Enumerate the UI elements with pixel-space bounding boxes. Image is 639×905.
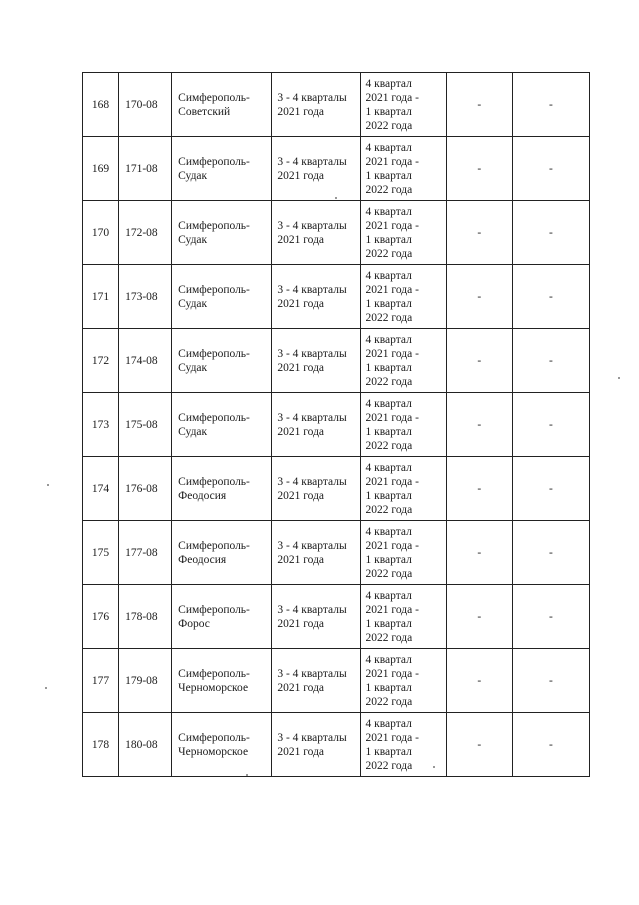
end-period-line: 1 квартал: [365, 553, 412, 566]
dash-cell: -: [446, 201, 512, 265]
route-code-cell: 180-08: [119, 713, 172, 777]
dash-cell: -: [446, 585, 512, 649]
route-code-cell: 170-08: [119, 73, 172, 137]
row-number-cell: 176: [83, 585, 119, 649]
start-period-cell: 3 - 4 кварталы 2021 года: [272, 201, 360, 265]
start-period-cell: 3 - 4 кварталы 2021 года: [272, 457, 360, 521]
route-code-cell: 176-08: [119, 457, 172, 521]
end-period-line: 2022 года: [365, 375, 413, 388]
dash-cell: -: [446, 73, 512, 137]
row-number-cell: 168: [83, 73, 119, 137]
table-row: [83, 137, 590, 201]
route-name-cell: Симферополь-Судак: [172, 393, 272, 457]
table-row: [83, 521, 590, 585]
end-period-line: 2021 года -: [365, 731, 419, 744]
route-name-cell: Симферополь-Феодосия: [172, 521, 272, 585]
route-code-cell: 171-08: [119, 137, 172, 201]
end-period-line: 1 квартал: [365, 233, 412, 246]
start-period-cell: 3 - 4 кварталы 2021 года: [272, 329, 360, 393]
end-period-line: 1 квартал: [365, 361, 412, 374]
route-code-cell: 172-08: [119, 201, 172, 265]
end-period-line: 1 квартал: [365, 617, 412, 630]
route-code-cell: 177-08: [119, 521, 172, 585]
route-code-cell: 175-08: [119, 393, 172, 457]
table-row: [83, 585, 590, 649]
routes-table-body: [83, 73, 590, 777]
dash-cell: -: [446, 713, 512, 777]
row-number-cell: 178: [83, 713, 119, 777]
row-number-cell: 175: [83, 521, 119, 585]
table-row: [83, 73, 590, 137]
row-number-cell: 171: [83, 265, 119, 329]
end-period-cell: [360, 137, 446, 201]
end-period-line: 1 квартал: [365, 681, 412, 694]
end-period-line: 2021 года -: [365, 91, 419, 104]
route-name-cell: Симферополь-Судак: [172, 137, 272, 201]
start-period-cell: 3 - 4 кварталы 2021 года: [272, 137, 360, 201]
row-number-cell: 174: [83, 457, 119, 521]
end-period-line: 2022 года: [365, 183, 413, 196]
end-period-line: 4 квартал: [365, 141, 412, 154]
end-period-line: 1 квартал: [365, 425, 412, 438]
dash-cell: -: [446, 329, 512, 393]
row-number-cell: 172: [83, 329, 119, 393]
end-period-line: 1 квартал: [365, 297, 412, 310]
row-number-cell: 169: [83, 137, 119, 201]
dash-cell: -: [512, 585, 589, 649]
row-number-cell: 177: [83, 649, 119, 713]
end-period-line: 2021 года -: [365, 539, 419, 552]
end-period-line: 1 квартал: [365, 169, 412, 182]
dash-cell: -: [512, 713, 589, 777]
route-code-cell: 174-08: [119, 329, 172, 393]
table-row: [83, 649, 590, 713]
end-period-line: 4 квартал: [365, 397, 412, 410]
end-period-line: 4 квартал: [365, 653, 412, 666]
route-name-cell: Симферополь-Судак: [172, 201, 272, 265]
end-period-cell: [360, 457, 446, 521]
table-row: [83, 713, 590, 777]
start-period-cell: 3 - 4 кварталы 2021 года: [272, 73, 360, 137]
end-period-line: 2022 года: [365, 503, 413, 516]
table-row: [83, 457, 590, 521]
end-period-cell: [360, 649, 446, 713]
route-name-cell: Симферополь-Черноморское: [172, 649, 272, 713]
table-row: [83, 265, 590, 329]
dash-cell: -: [512, 73, 589, 137]
end-period-line: 4 квартал: [365, 525, 412, 538]
route-name-cell: Симферополь-Форос: [172, 585, 272, 649]
dash-cell: -: [446, 457, 512, 521]
row-number-cell: 170: [83, 201, 119, 265]
end-period-cell: [360, 265, 446, 329]
route-name-cell: Симферополь-Судак: [172, 329, 272, 393]
end-period-line: 2022 года: [365, 119, 413, 132]
end-period-line: 4 квартал: [365, 589, 412, 602]
end-period-cell: [360, 393, 446, 457]
dash-cell: -: [446, 137, 512, 201]
route-name-cell: Симферополь-Судак: [172, 265, 272, 329]
table-row: [83, 201, 590, 265]
end-period-line: 2022 года: [365, 695, 413, 708]
end-period-line: 2022 года: [365, 631, 413, 644]
dash-cell: -: [512, 265, 589, 329]
end-period-cell: [360, 585, 446, 649]
end-period-line: 2021 года -: [365, 603, 419, 616]
dash-cell: -: [512, 137, 589, 201]
end-period-line: 2022 года: [365, 759, 413, 772]
end-period-line: 2022 года: [365, 567, 413, 580]
end-period-line: 1 квартал: [365, 489, 412, 502]
dash-cell: -: [512, 457, 589, 521]
routes-table: [82, 72, 590, 777]
dash-cell: -: [512, 201, 589, 265]
dash-cell: -: [512, 329, 589, 393]
end-period-line: 1 квартал: [365, 745, 412, 758]
end-period-line: 2022 года: [365, 311, 413, 324]
end-period-line: 2021 года -: [365, 411, 419, 424]
row-number-cell: 173: [83, 393, 119, 457]
end-period-line: 2021 года -: [365, 475, 419, 488]
start-period-cell: 3 - 4 кварталы 2021 года: [272, 649, 360, 713]
end-period-cell: [360, 73, 446, 137]
dash-cell: -: [446, 265, 512, 329]
end-period-line: 1 квартал: [365, 105, 412, 118]
end-period-line: 4 квартал: [365, 77, 412, 90]
start-period-cell: 3 - 4 кварталы 2021 года: [272, 393, 360, 457]
route-code-cell: 173-08: [119, 265, 172, 329]
table-row: [83, 329, 590, 393]
route-name-cell: Симферополь-Черноморское: [172, 713, 272, 777]
table-row: [83, 393, 590, 457]
start-period-cell: 3 - 4 кварталы 2021 года: [272, 265, 360, 329]
end-period-line: 2021 года -: [365, 667, 419, 680]
route-code-cell: 178-08: [119, 585, 172, 649]
route-name-cell: Симферополь-Феодосия: [172, 457, 272, 521]
dash-cell: -: [512, 521, 589, 585]
end-period-line: 4 квартал: [365, 717, 412, 730]
end-period-line: 2022 года: [365, 439, 413, 452]
end-period-cell: [360, 521, 446, 585]
end-period-line: 2021 года -: [365, 155, 419, 168]
start-period-cell: 3 - 4 кварталы 2021 года: [272, 713, 360, 777]
start-period-cell: 3 - 4 кварталы 2021 года: [272, 585, 360, 649]
end-period-line: 2021 года -: [365, 347, 419, 360]
start-period-cell: 3 - 4 кварталы 2021 года: [272, 521, 360, 585]
dash-cell: -: [446, 649, 512, 713]
end-period-line: 4 квартал: [365, 461, 412, 474]
end-period-line: 2022 года: [365, 247, 413, 260]
end-period-line: 4 квартал: [365, 333, 412, 346]
end-period-line: 2021 года -: [365, 219, 419, 232]
dash-cell: -: [446, 393, 512, 457]
end-period-cell: [360, 201, 446, 265]
end-period-line: 4 квартал: [365, 269, 412, 282]
dash-cell: -: [446, 521, 512, 585]
end-period-cell: [360, 329, 446, 393]
end-period-line: 2021 года -: [365, 283, 419, 296]
end-period-line: 4 квартал: [365, 205, 412, 218]
route-name-cell: Симферополь-Советский: [172, 73, 272, 137]
route-code-cell: 179-08: [119, 649, 172, 713]
dash-cell: -: [512, 649, 589, 713]
dash-cell: -: [512, 393, 589, 457]
